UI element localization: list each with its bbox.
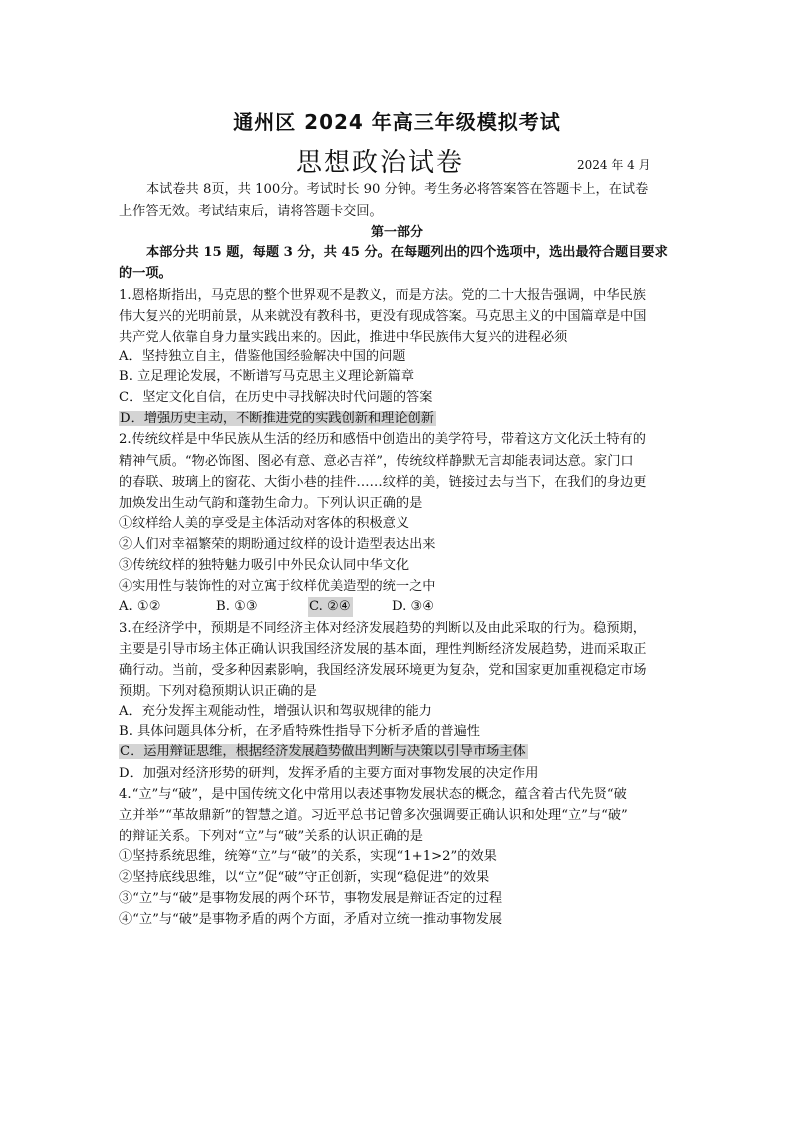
q2-choice-b: B. ①③ bbox=[216, 599, 258, 614]
q4-stem-line-1: 4.“立”与“破”，是中国传统文化中常用以表述事物发展状态的概念，蕴含着古代先贤“破 bbox=[119, 787, 627, 802]
q3-option-a: A．充分发挥主观能动性，增强认识和驾驭规律的能力 bbox=[119, 704, 432, 719]
q3-option-b: B. 具体问题具体分析，在矛盾特殊性指导下分析矛盾的普遍性 bbox=[119, 724, 480, 739]
q1-option-b: B. 立足理论发展，不断谱写马克思主义理论新篇章 bbox=[119, 369, 415, 384]
q4-stem-line-2: 立并举”“革故鼎新”的智慧之道。习近平总书记曾多次强调要正确认识和处理“立”与“破” bbox=[119, 808, 628, 823]
q2-stem-line-3: 的春联、玻璃上的窗花、大街小巷的挂件……纹样的美，链接过去与当下，在我们的身边更 bbox=[119, 475, 647, 490]
exam-subject-title: 思想政治试卷 bbox=[296, 148, 465, 178]
q3-stem-line-4: 预期。下列对稳预期认识正确的是 bbox=[119, 684, 317, 699]
q1-option-a: A．坚持独立自主，借鉴他国经验解决中国的问题 bbox=[119, 349, 406, 364]
q2-statement-1: ①纹样给人美的享受是主体活动对客体的积极意义 bbox=[119, 516, 410, 531]
q2-statement-4: ④实用性与装饰性的对立寓于纹样优美造型的统一之中 bbox=[119, 579, 436, 594]
q2-choice-a: A. ①② bbox=[119, 599, 161, 614]
q4-statement-1: ①坚持系统思维，统筹“立”与“破”的关系，实现“1+1>2”的效果 bbox=[119, 849, 497, 864]
q2-statement-2: ②人们对幸福繁荣的期盼通过纹样的设计造型表达出来 bbox=[119, 537, 436, 552]
q3-option-c-highlighted: C．运用辩证思维，根据经济发展趋势做出判断与决策以引导市场主体 bbox=[120, 744, 526, 759]
q3-stem-line-1: 3.在经济学中，预期是不同经济主体对经济发展趋势的判断以及由此采取的行为。稳预期， bbox=[119, 621, 646, 636]
q2-stem-line-1: 2.传统纹样是中华民族从生活的经历和感悟中创造出的美学符号，带着这方文化沃土特有的 bbox=[119, 432, 646, 447]
q4-stem-line-3: 的辩证关系。下列对“立”与“破”关系的认识正确的是 bbox=[119, 829, 423, 844]
part-intro-line-1: 本部分共 15 题，每题 3 分，共 45 分。在每题列出的四个选项中，选出最符合题目要求 bbox=[146, 245, 668, 260]
q4-statement-3: ③“立”与“破”是事物发展的两个环节，事物发展是辩证否定的过程 bbox=[119, 891, 503, 906]
q1-stem-line-3: 共产党人依靠自身力量实践出来的。因此，推进中华民族伟大复兴的进程必须 bbox=[119, 330, 568, 345]
instructions-line-2: 上作答无效。考试结束后，请将答题卡交回。 bbox=[119, 204, 383, 219]
q3-option-c-row bbox=[119, 742, 528, 762]
q2-choice-d: D. ③④ bbox=[392, 599, 435, 614]
exam-date: 2024 年 4 月 bbox=[577, 158, 651, 172]
instructions-line-1: 本试卷共 8页，共 100分。考试时长 90 分钟。考生务必将答案答在答题卡上，在试卷 bbox=[146, 182, 649, 197]
part-heading: 第一部分 bbox=[370, 225, 423, 240]
q3-option-d: D．加强对经济形势的研判，发挥矛盾的主要方面对事物发展的决定作用 bbox=[119, 766, 539, 781]
q2-statement-3: ③传统纹样的独特魅力吸引中外民众认同中华文化 bbox=[119, 558, 410, 573]
q3-stem-line-3: 确行动。当前，受多种因素影响，我国经济发展环境更为复杂，党和国家更加重视稳定市场 bbox=[119, 663, 647, 678]
q2-stem-line-2: 精神气质。“物必饰图、图必有意、意必吉祥”，传统纹样静默无言却能表词达意。家门口 bbox=[119, 454, 634, 469]
q4-statement-2: ②坚持底线思维，以“立”促“破”守正创新，实现“稳促进”的效果 bbox=[119, 870, 490, 885]
exam-title: 通州区 2024 年高三年级模拟考试 bbox=[233, 110, 561, 134]
q4-statement-4: ④“立”与“破”是事物矛盾的两个方面，矛盾对立统一推动事物发展 bbox=[119, 912, 503, 927]
q1-stem-line-1: 1.恩格斯指出，马克思的整个世界观不是教义，而是方法。党的二十大报告强调，中华民族 bbox=[119, 288, 646, 303]
q1-option-d-row bbox=[119, 409, 436, 429]
part-intro-line-2: 的一项。 bbox=[119, 266, 172, 281]
q2-stem-line-4: 加焕发出生动气韵和蓬勃生命力。下列认识正确的是 bbox=[119, 496, 423, 511]
q3-stem-line-2: 主要是引导市场主体正确认识我国经济发展的基本面，理性判断经济发展趋势，进而采取正 bbox=[119, 642, 647, 657]
q1-stem-line-2: 伟大复兴的光明前景，从来就没有教科书，更没有现成答案。马克思主义的中国篇章是中国 bbox=[119, 309, 647, 324]
q2-choice-c-highlighted: C. ②④ bbox=[308, 597, 353, 617]
q1-option-c: C．坚定文化自信，在历史中寻找解决时代问题的答案 bbox=[119, 390, 433, 405]
q2-choices bbox=[119, 597, 434, 617]
q1-option-d-highlighted: D．增强历史主动，不断推进党的实践创新和理论创新 bbox=[120, 411, 434, 426]
